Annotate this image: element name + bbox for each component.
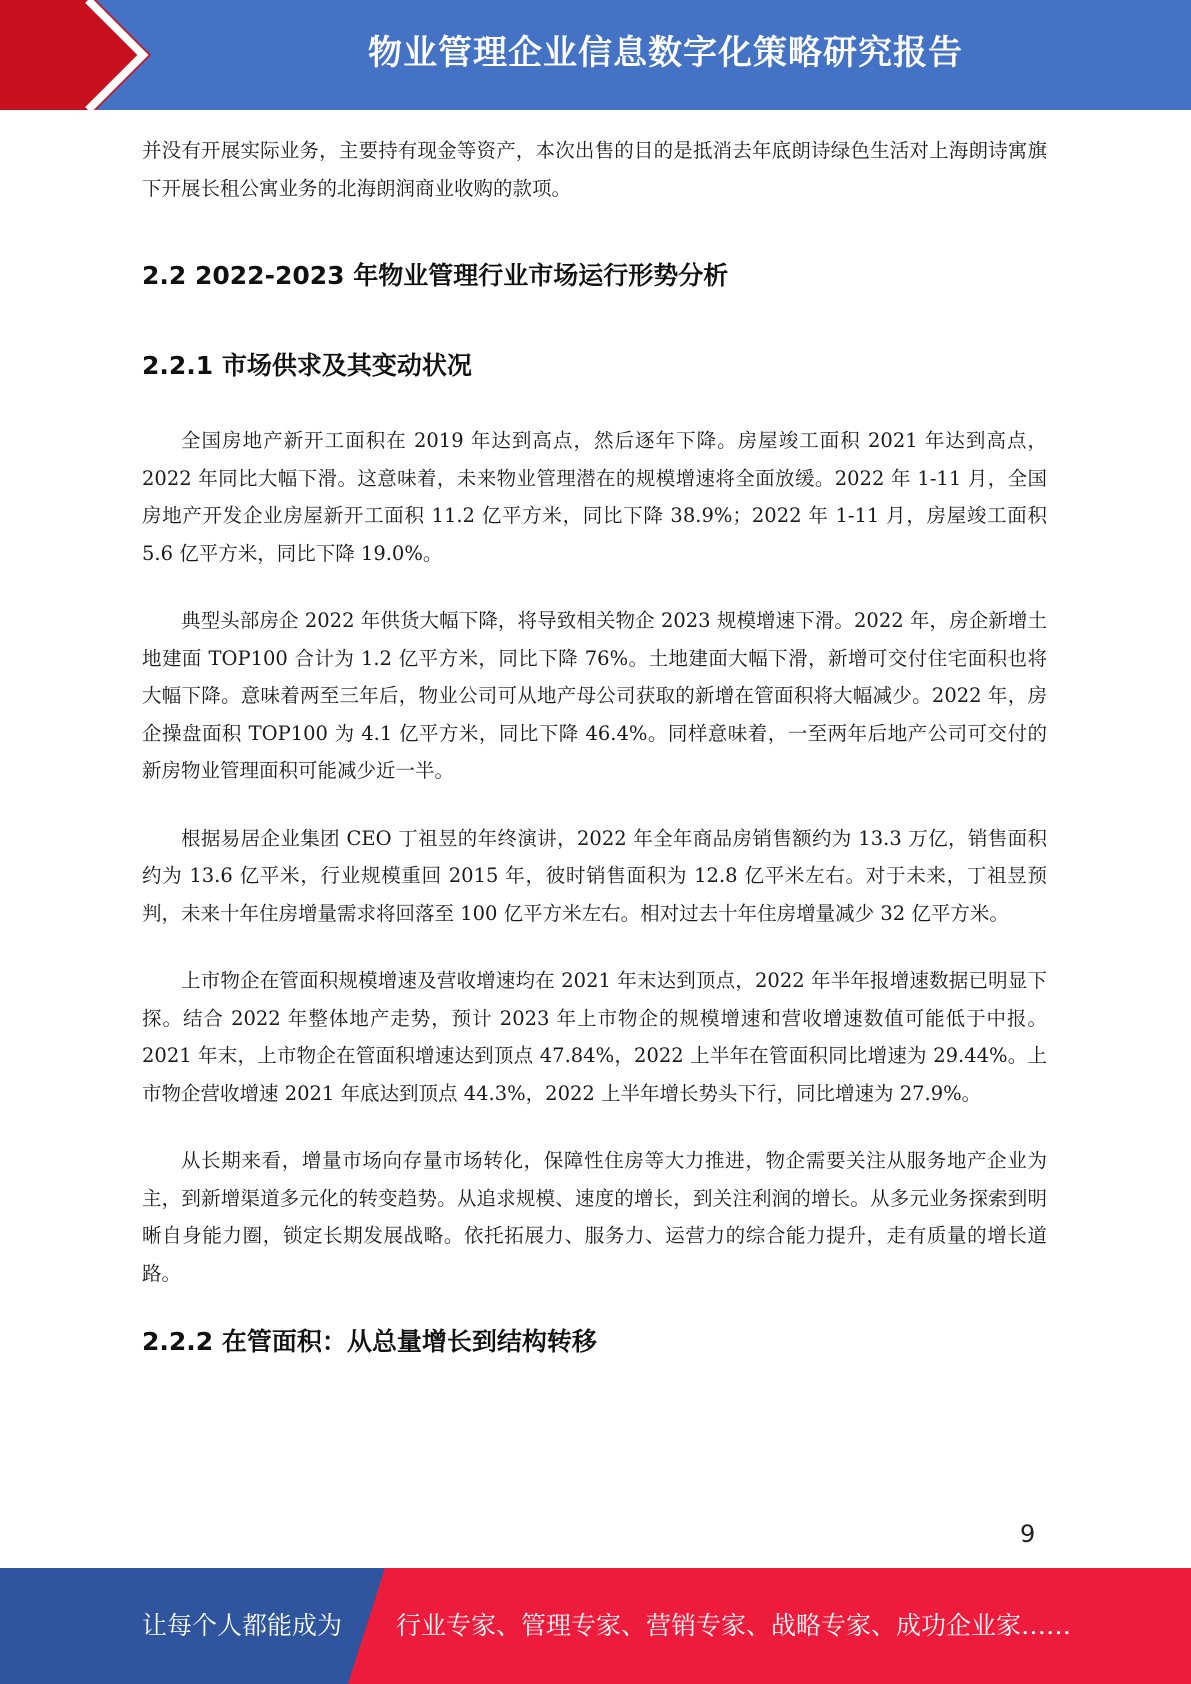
section-heading-2-2-2: 2.2.2 在管面积：从总量增长到结构转移	[142, 1327, 597, 1356]
document-body	[142, 132, 1047, 1358]
paragraph-housing-starts: 全国房地产新开工面积在 2019 年达到高点，然后逐年下降。房屋竣工面积 2021 年达到高点，2022 年同比大幅下滑。这意味着，未来物业管理潜在的规模增速将全面放缓。2022 年 1-11 月，全国房地产开发企业房屋新开工面积 11.2 亿平方米，同比下降 38.9%；2022 年 1-11 月，房屋竣工面积 5.6 亿平方米，同比下降 19.0%。	[142, 429, 1047, 565]
section-heading-2-2: 2.2 2022-2023 年物业管理行业市场运行形势分析	[142, 261, 729, 290]
paragraph-top-developers: 典型头部房企 2022 年供货大幅下降，将导致相关物企 2023 规模增速下滑。2022 年，房企新增土地建面 TOP100 合计为 1.2 亿平方米，同比下降 76%。土地建面大幅下滑，新增可交付住宅面积也将大幅下降。意味着两至三年后，物业公司可从地产母公司获取的新增在管面积将大幅减少。2022 年，房企操盘面积 TOP100 为 4.1 亿平方米，同比下降 46.4%。同样意味着，一至两年后地产公司可交付的新房物业管理面积可能减少近一半。	[142, 609, 1047, 782]
footer-slogan-left: 让每个人都能成为	[142, 1611, 343, 1640]
paragraph-ceo-speech: 根据易居企业集团 CEO 丁祖昱的年终演讲，2022 年全年商品房销售额约为 13.3 万亿，销售面积约为 13.6 亿平米，行业规模重回 2015 年，彼时销售面积为 12.8 亿平米左右。对于未来，丁祖昱预判，未来十年住房增量需求将回落至 100 亿平方米左右。相对过去十年住房增量减少 32 亿平方米。	[142, 826, 1047, 925]
page-footer	[0, 1568, 1191, 1684]
section-heading-2-2-1: 2.2.1 市场供求及其变动状况	[142, 351, 472, 380]
red-chevron-icon	[0, 0, 160, 110]
paragraph-long-term: 从长期来看，增量市场向存量市场转化，保障性住房等大力推进，物企需要关注从服务地产企业为主，到新增渠道多元化的转变趋势。从追求规模、速度的增长，到关注利润的增长。从多元业务探索到明晰自身能力圈，锁定长期发展战略。依托拓展力、服务力、运营力的综合能力提升，走有质量的增长道路。	[142, 1149, 1047, 1285]
continuation-paragraph: 并没有开展实际业务，主要持有现金等资产，本次出售的目的是抵消去年底朗诗绿色生活对上海朗诗寓旗下开展长租公寓业务的北海朗润商业收购的款项。	[142, 139, 1047, 200]
page-number: 9	[1020, 1520, 1036, 1548]
footer-slogan-right: 行业专家、管理专家、营销专家、战略专家、成功企业家……	[396, 1611, 1072, 1640]
report-title: 物业管理企业信息数字化策略研究报告	[368, 33, 963, 73]
page-header	[0, 0, 1191, 110]
paragraph-listed-growth: 上市物企在管面积规模增速及营收增速均在 2021 年末达到顶点，2022 年半年报增速数据已明显下探。结合 2022 年整体地产走势，预计 2023 年上市物企的规模增速和营收增速数值可能低于中报。2021 年末，上市物企在管面积增速达到顶点 47.84%，2022 上半年在管面积同比增速为 29.44%。上市物企营收增速 2021 年底达到顶点 44.3%，2022 上半年增长势头下行，同比增速为 27.9%。	[142, 969, 1047, 1105]
